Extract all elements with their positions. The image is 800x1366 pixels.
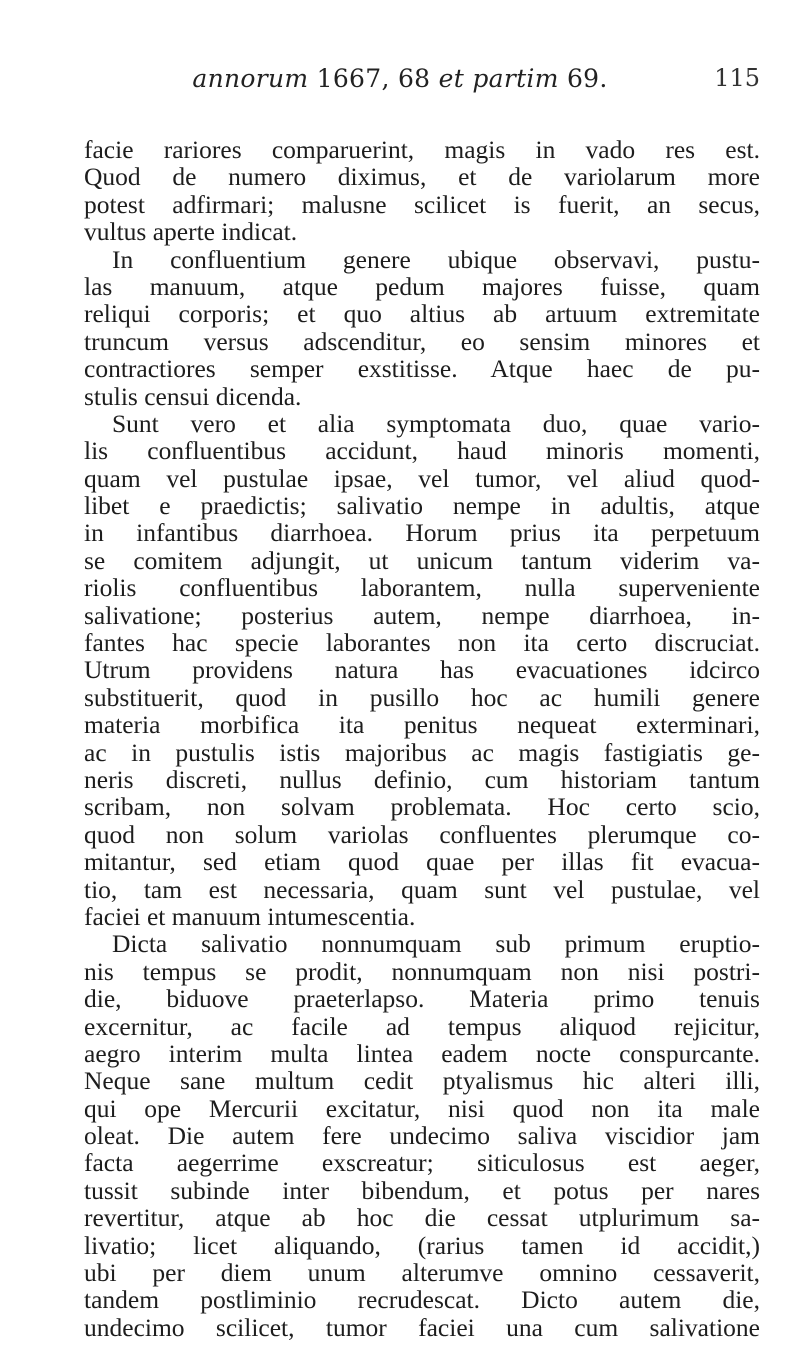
text-line: facta aegerrime exscreatur; siticulosus est aeger, (84, 1148, 760, 1178)
running-title-end: 69. (558, 64, 608, 93)
text-line: contractiores semper exstitisse. Atque haec de pu- (84, 354, 760, 384)
body-text (84, 136, 760, 1341)
text-line: nis tempus se prodit, nonnumquam non nisi postri- (84, 956, 760, 986)
running-title-italic-2: et partim (438, 64, 559, 93)
running-title-years: 1667, 68 (308, 64, 439, 93)
text-line: Utrum providens natura has evacuationes idcirco (84, 655, 760, 685)
text-line: truncum versus adscenditur, eo sensim minores et (84, 326, 760, 356)
text-line: vultus aperte indicat. (84, 217, 298, 247)
text-line: fantes hac specie laborantes non ita certo discruciat. (84, 628, 760, 658)
text-line: reliqui corporis; et quo altius ab artuum extremitate (84, 299, 760, 329)
text-line: salivatione; posterius autem, nempe diarrhoea, in- (84, 600, 760, 630)
text-line: stulis censui dicenda. (84, 381, 302, 411)
text-line: substituerit, quod in pusillo hoc ac humili genere (84, 682, 760, 712)
text-line: potest adfirmari; malusne scilicet is fuerit, an secus, (84, 189, 760, 219)
text-line: ac in pustulis istis majoribus ac magis fastigiatis ge- (84, 737, 760, 767)
text-line: Quod de numero diximus, et de variolarum more (84, 162, 760, 192)
text-line: in infantibus diarrhoea. Horum prius ita perpetuum (84, 518, 760, 548)
text-line: tussit subinde inter bibendum, et potus per nares (84, 1175, 760, 1205)
page-number: 115 (714, 64, 760, 92)
text-line: scribam, non solvam problemata. Hoc certo scio, (84, 792, 760, 822)
text-line: oleat. Die autem fere undecimo saliva viscidior jam (84, 1121, 760, 1151)
running-head (0, 64, 800, 104)
text-line: mitantur, sed etiam quod quae per illas fit evacua- (84, 847, 760, 877)
text-line: In confluentium genere ubique observavi, pustu- (112, 244, 760, 274)
text-line: facie rariores comparuerint, magis in vado res est. (84, 135, 760, 164)
text-line: materia morbifica ita penitus nequeat exterminari, (84, 710, 760, 740)
text-line: las manuum, atque pedum majores fuisse, quam (84, 271, 760, 301)
text-line: Neque sane multum cedit ptyalismus hic alteri illi, (84, 1066, 760, 1096)
text-line: Dicta salivatio nonnumquam sub primum eruptio- (112, 929, 760, 959)
text-line: lis confluentibus accidunt, haud minoris momenti, (84, 436, 760, 466)
text-line: undecimo scilicet, tumor faciei una cum salivatione (84, 1312, 760, 1342)
text-line: neris discreti, nullus definio, cum historiam tantum (84, 764, 760, 794)
text-line: ubi per diem unum alterumve omnino cessaverit, (84, 1258, 760, 1288)
text-line: faciei et manuum intumescentia. (84, 901, 416, 931)
text-line: aegro interim multa lintea eadem nocte conspurcante. (84, 1038, 760, 1068)
text-line: se comitem adjungit, ut unicum tantum viderim va- (84, 545, 760, 575)
text-line: die, biduove praeterlapso. Materia primo tenuis (84, 984, 760, 1014)
text-line: livatio; licet aliquando, (rarius tamen id accidit,) (84, 1230, 760, 1260)
running-title (0, 64, 800, 93)
text-line: excernitur, ac facile ad tempus aliquod rejicitur, (84, 1011, 760, 1041)
text-line: libet e praedictis; salivatio nempe in adultis, atque (84, 491, 760, 521)
text-line: revertitur, atque ab hoc die cessat utplurimum sa- (84, 1203, 760, 1233)
text-line: tandem postliminio recrudescat. Dicto autem die, (84, 1285, 760, 1315)
text-line: tio, tam est necessaria, quam sunt vel pustulae, vel (84, 874, 760, 904)
text-line: quod non solum variolas confluentes plerumque co- (84, 819, 760, 849)
text-line: riolis confluentibus laborantem, nulla superveniente (84, 573, 760, 603)
running-title-italic-1: annorum (192, 64, 309, 93)
text-line: Sunt vero et alia symptomata duo, quae vario- (112, 408, 760, 438)
text-line: quam vel pustulae ipsae, vel tumor, vel aliud quod- (84, 463, 760, 493)
text-line: qui ope Mercurii excitatur, nisi quod non ita male (84, 1093, 760, 1123)
